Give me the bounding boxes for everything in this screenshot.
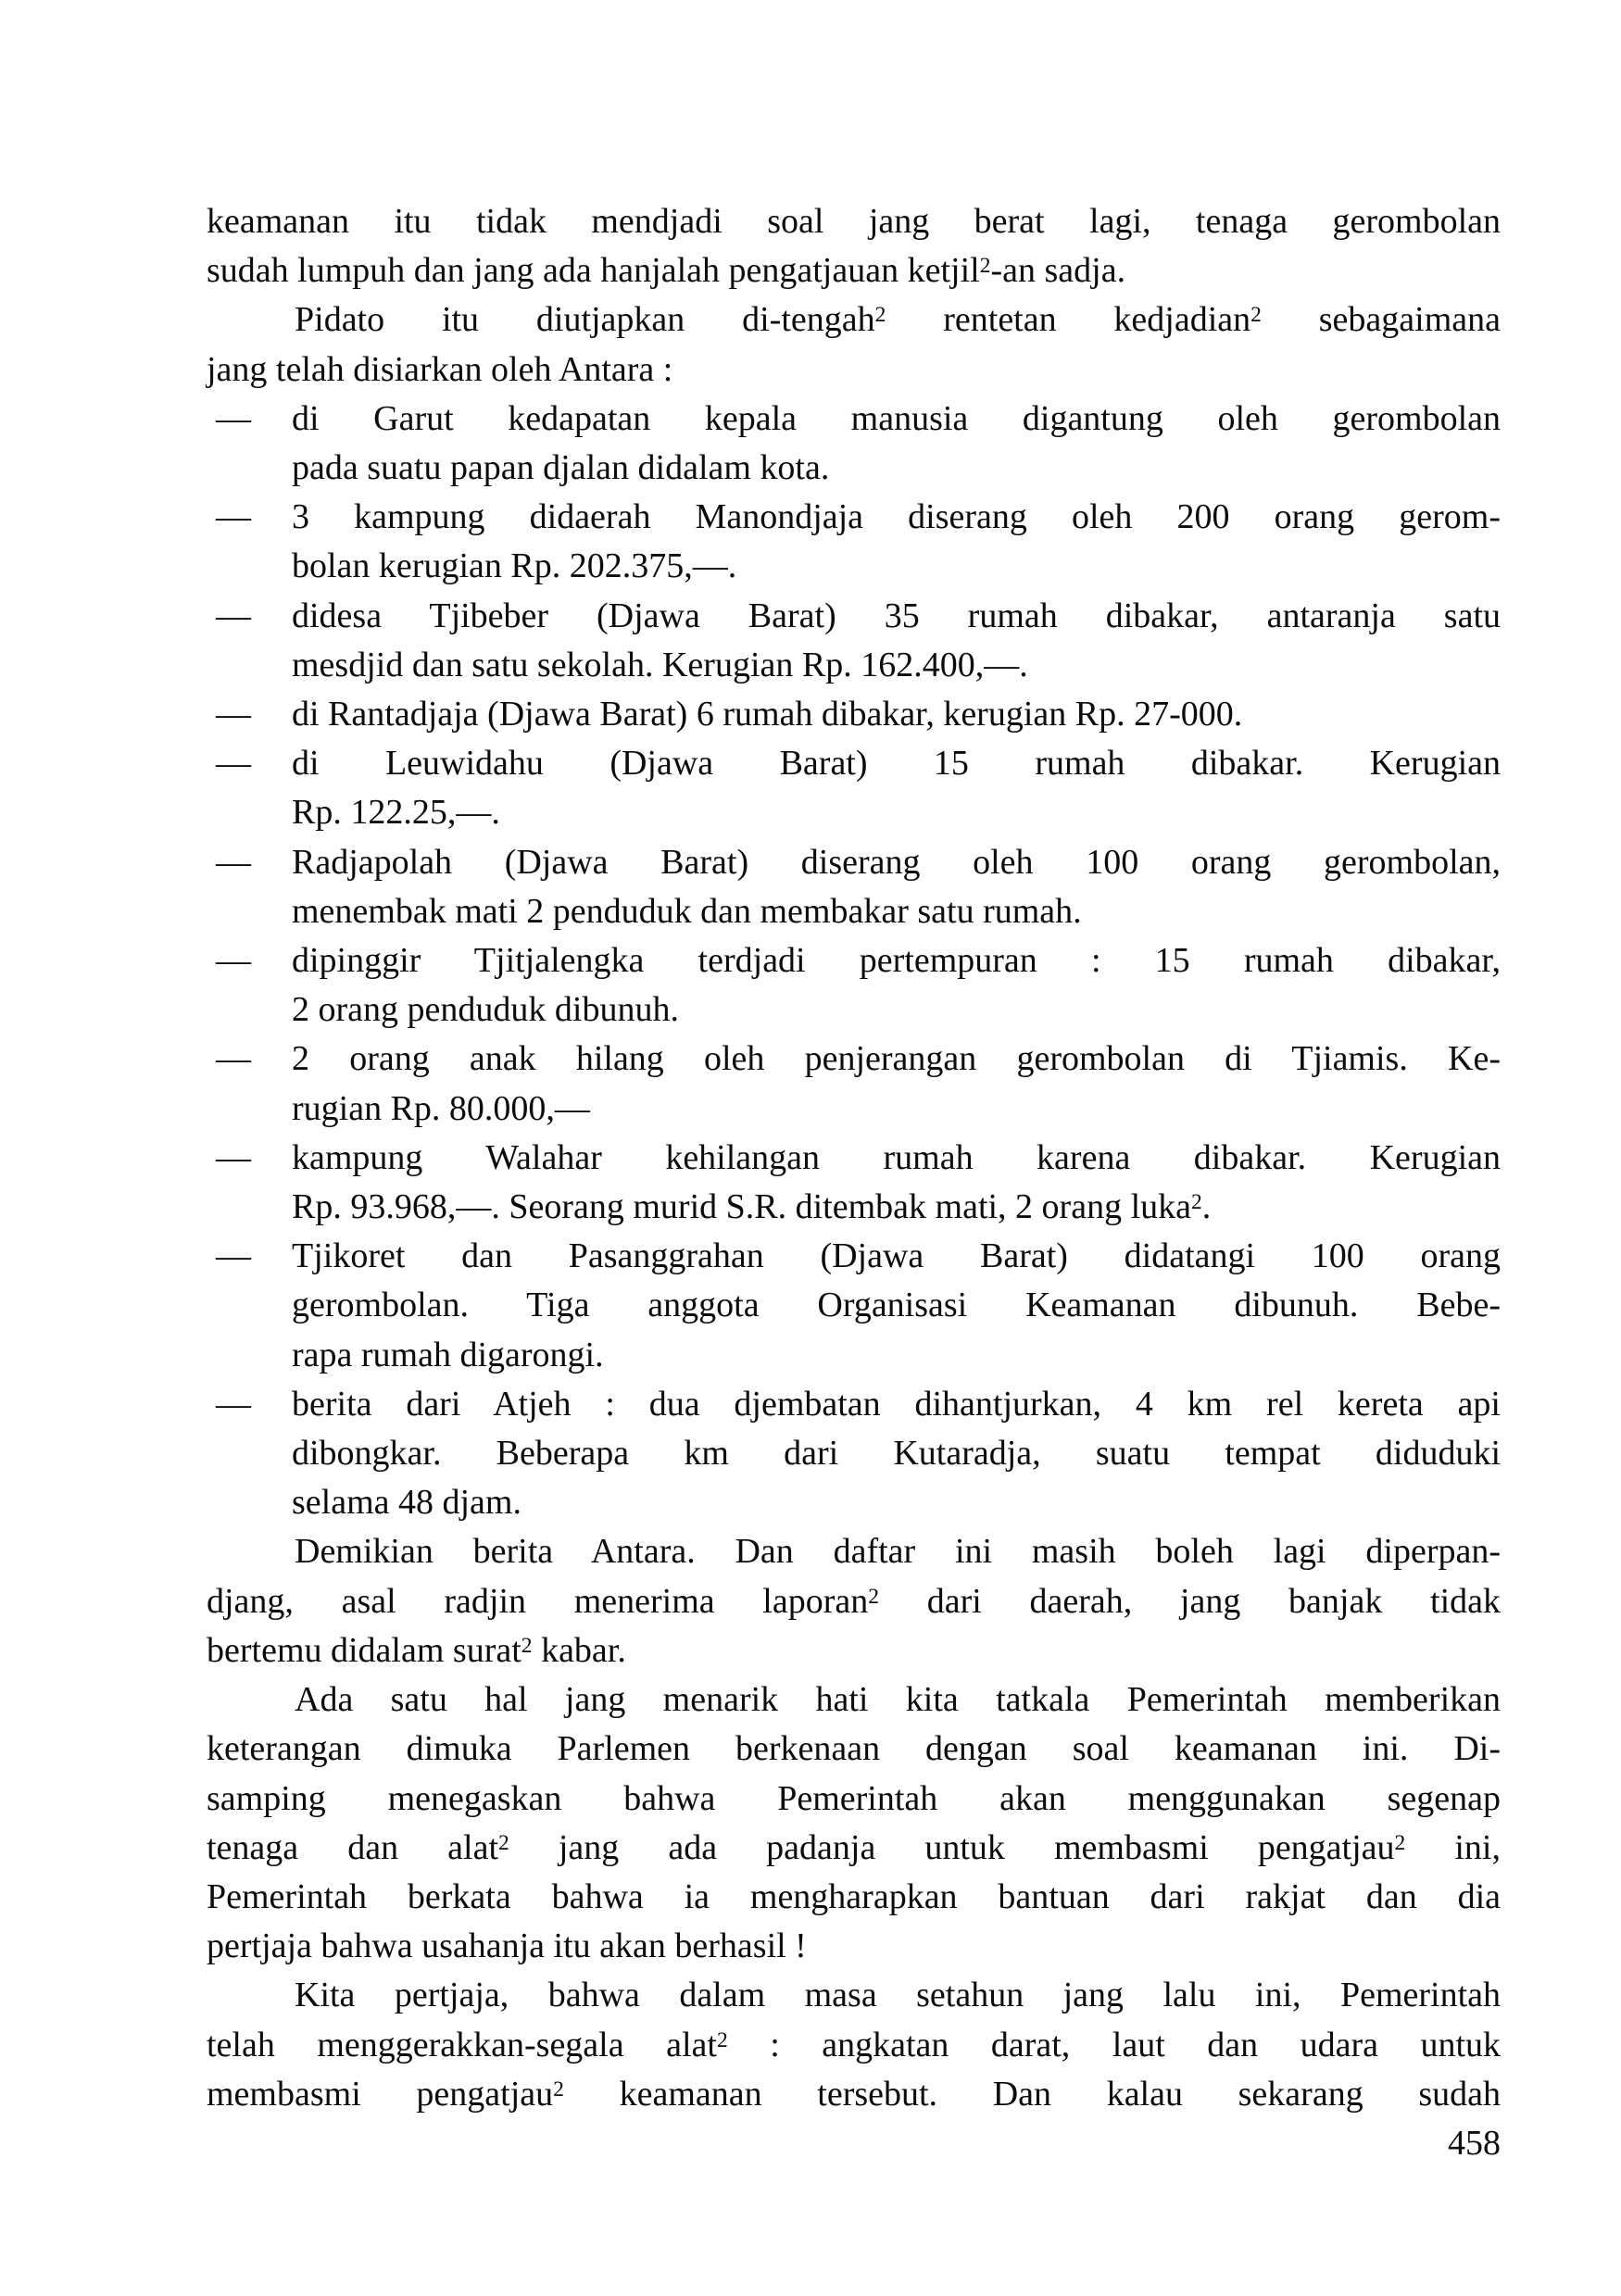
text-line: Demikian berita Antara. Dan daftar ini masih boleh lagi diperpan-	[295, 1532, 1501, 1572]
text-line: 2 orang anak hilang oleh penjerangan gerombolan di Tjiamis. Ke-	[292, 1039, 1501, 1079]
text-line: keterangan dimuka Parlemen berkenaan dengan soal keamanan ini. Di-	[207, 1729, 1501, 1769]
text-line: jang telah disiarkan oleh Antara :	[207, 349, 673, 389]
superscript-2: 2	[498, 1830, 509, 1855]
text-line: kampung Walahar kehilangan rumah karena dibakar. Kerugian	[292, 1137, 1501, 1177]
text-line: Kita pertjaja, bahwa dalam masa setahun jang lalu ini, Pemerintah	[295, 1976, 1501, 2015]
text-line: di Rantadjaja (Djawa Barat) 6 rumah dibakar, kerugian Rp. 27-000.	[292, 695, 1243, 734]
list-item-dash: —	[216, 744, 251, 784]
text-line: Radjapolah (Djawa Barat) diserang oleh 100 orang gerombolan,	[292, 842, 1501, 882]
list-item-dash: —	[216, 1384, 251, 1424]
text-line: pertjaja bahwa usahanja itu akan berhasil !	[207, 1926, 807, 1966]
superscript-2: 2	[874, 303, 886, 328]
list-item	[207, 838, 1501, 936]
superscript-2: 2	[716, 2027, 728, 2052]
list-item-dash: —	[216, 695, 251, 734]
text-line: bertemu didalam surat$^2$ kabar.	[207, 1630, 626, 1670]
text-line: telah menggerakkan-segala alat$^2$ : angkatan darat, laut dan udara untuk	[207, 2025, 1501, 2064]
text-line: di Garut kedapatan kepala manusia digantung oleh gerombolan	[292, 398, 1501, 438]
text-line: Rp. 93.968,—. Seorang murid S.R. ditembak mati, 2 orang luka$^2$.	[292, 1187, 1212, 1227]
text-column	[207, 197, 1501, 2119]
list-item-text	[292, 395, 1501, 493]
text-line: dipinggir Tjitjalengka terdjadi pertempuran : 15 rumah dibakar,	[292, 941, 1501, 981]
paragraph	[207, 1971, 1501, 2119]
superscript-2: 2	[1250, 303, 1262, 328]
text-line: menembak mati 2 penduduk dan membakar satu rumah.	[292, 891, 1082, 931]
superscript-2: 2	[553, 2076, 564, 2102]
text-line: gerombolan. Tiga anggota Organisasi Keamanan dibunuh. Bebe-	[292, 1286, 1501, 1325]
list-item	[207, 1232, 1501, 1380]
list-item-dash: —	[216, 1039, 251, 1079]
paragraph	[207, 1527, 1501, 1675]
list-item-dash: —	[216, 842, 251, 882]
list-item	[207, 1035, 1501, 1133]
list-item-text	[292, 1232, 1501, 1380]
text-line: dibongkar. Beberapa km dari Kutaradja, suatu tempat diduduki	[292, 1434, 1501, 1474]
list-item-dash: —	[216, 398, 251, 438]
list-item-dash: —	[216, 596, 251, 635]
list-item-dash: —	[216, 497, 251, 537]
superscript-2: 2	[1394, 1830, 1406, 1855]
list-item-dash: —	[216, 941, 251, 981]
text-line: rapa rumah digarongi.	[292, 1335, 604, 1374]
paragraph	[207, 197, 1501, 295]
text-line: mesdjid dan satu sekolah. Kerugian Rp. 162.400,—.	[292, 645, 1028, 684]
text-line: bolan kerugian Rp. 202.375,—.	[292, 546, 737, 586]
text-line: di Leuwidahu (Djawa Barat) 15 rumah dibakar. Kerugian	[292, 744, 1501, 784]
text-line: didesa Tjibeber (Djawa Barat) 35 rumah dibakar, antaranja satu	[292, 596, 1501, 635]
paragraph	[207, 1675, 1501, 1971]
text-line: rugian Rp. 80.000,—	[292, 1088, 590, 1128]
text-line: pada suatu papan djalan didalam kota.	[292, 448, 830, 488]
page-number: 458	[1448, 2123, 1501, 2163]
superscript-2: 2	[868, 1584, 880, 1609]
text-line: Pidato itu diutjapkan di-tengah$^2$ rentetan kedjadian$^2$ sebagaimana	[295, 300, 1501, 340]
list-item	[207, 739, 1501, 837]
text-line: tenaga dan alat$^2$ jang ada padanja untuk membasmi pengatjau$^2$ ini,	[207, 1827, 1501, 1867]
text-line: djang, asal radjin menerima laporan$^2$ dari daerah, jang banjak tidak	[207, 1581, 1502, 1621]
superscript-2: 2	[979, 254, 991, 279]
text-line: samping menegaskan bahwa Pemerintah akan menggunakan segenap	[207, 1778, 1501, 1818]
list-item	[207, 395, 1501, 493]
list-item-text	[292, 1380, 1501, 1528]
list-item-text	[292, 592, 1501, 690]
text-line: Ada satu hal jang menarik hati kita tatkala Pemerintah memberikan	[295, 1680, 1501, 1720]
list-item	[207, 1134, 1501, 1232]
text-line: keamanan itu tidak mendjadi soal jang berat lagi, tenaga gerombolan	[207, 202, 1501, 241]
list-item-text	[292, 1035, 1501, 1133]
text-line: 2 orang penduduk dibunuh.	[292, 990, 679, 1030]
superscript-2: 2	[521, 1634, 533, 1658]
superscript-2: 2	[1191, 1190, 1202, 1215]
list-item-dash: —	[216, 1236, 251, 1276]
text-line: 3 kampung didaerah Manondjaja diserang oleh 200 orang gerom-	[292, 497, 1501, 537]
list-item-dash: —	[216, 1137, 251, 1177]
list-item-text	[292, 493, 1501, 591]
list-item	[207, 936, 1501, 1035]
list-item-text	[292, 739, 1501, 837]
text-line: sudah lumpuh dan jang ada hanjalah pengatjauan ketjil$^2$-an sadja.	[207, 251, 1126, 291]
list-item	[207, 493, 1501, 591]
list-item-text	[292, 838, 1501, 936]
text-line: Rp. 122.25,—.	[292, 793, 500, 833]
text-line: Tjikoret dan Pasanggrahan (Djawa Barat) didatangi 100 orang	[292, 1236, 1501, 1276]
list-item	[207, 592, 1501, 690]
text-line: berita dari Atjeh : dua djembatan dihantjurkan, 4 km rel kereta api	[292, 1384, 1501, 1424]
text-line: membasmi pengatjau$^2$ keamanan tersebut. Dan kalau sekarang sudah	[207, 2074, 1502, 2114]
text-line: selama 48 djam.	[292, 1483, 521, 1523]
list-item-text	[292, 690, 1501, 739]
list-item-text	[292, 936, 1501, 1035]
list-item-text	[292, 1134, 1501, 1232]
list-item	[207, 690, 1501, 739]
list-item	[207, 1380, 1501, 1528]
text-line: Pemerintah berkata bahwa ia mengharapkan bantuan dari rakjat dan dia	[207, 1876, 1501, 1916]
paragraph	[207, 295, 1501, 394]
